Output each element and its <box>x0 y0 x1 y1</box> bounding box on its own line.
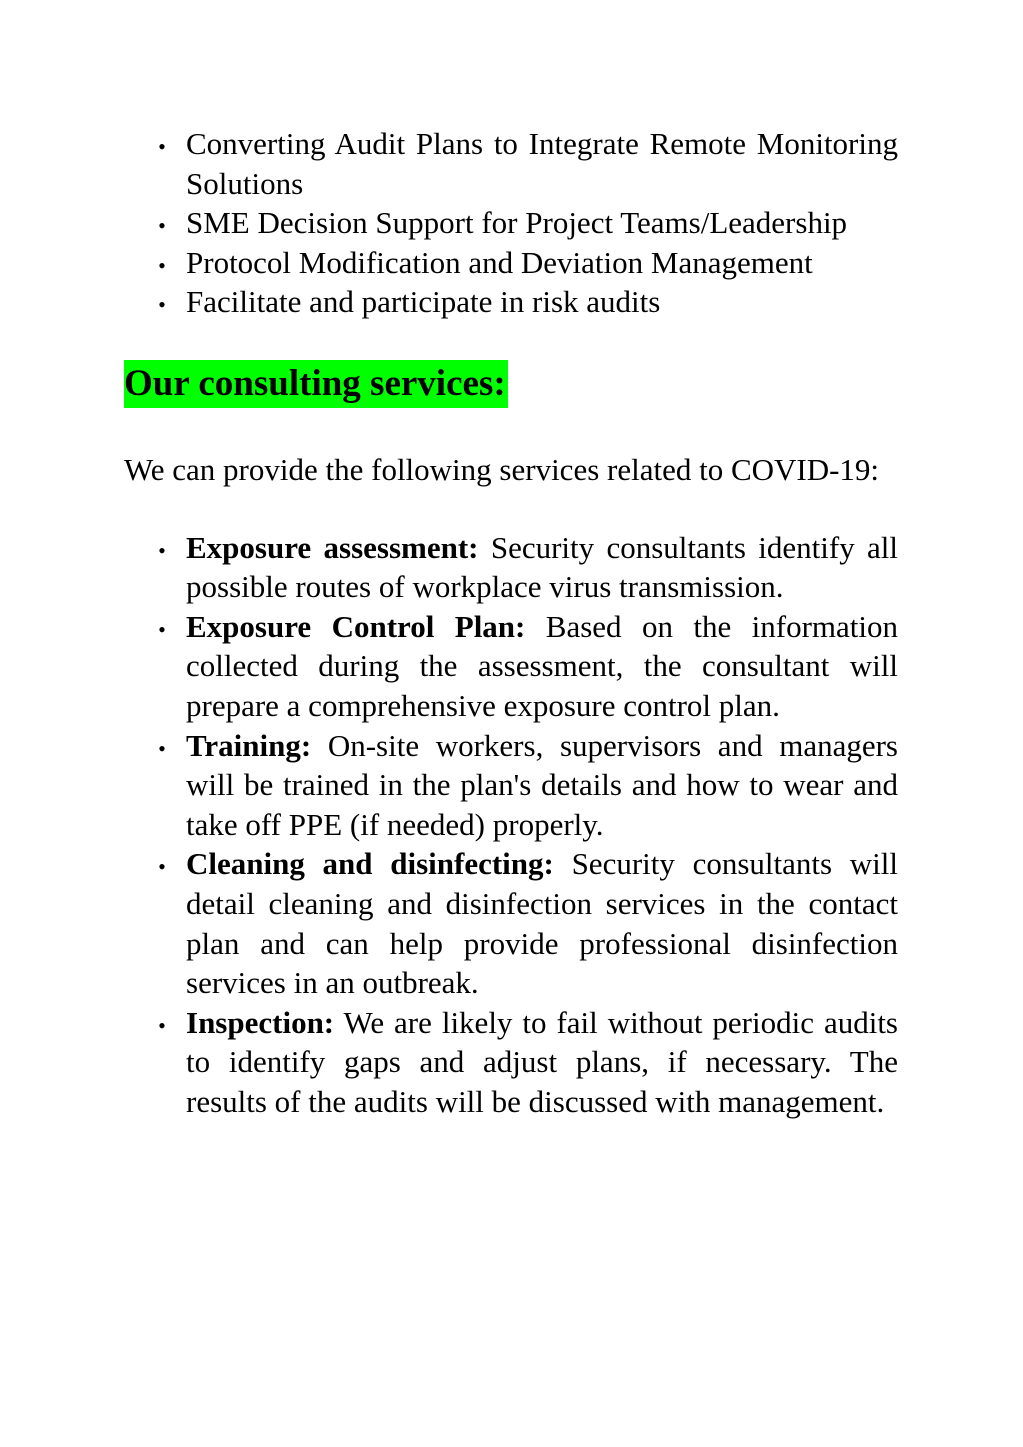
bullet-icon: • <box>158 616 166 642</box>
bullet-icon: • <box>158 735 166 761</box>
document-page <box>124 124 898 1121</box>
bullet-icon: • <box>158 292 166 318</box>
services-list <box>124 528 898 1122</box>
service-description: Based on the information collected during the assessment, the consultant will prepare a comprehensive exposure control plan. <box>186 608 898 723</box>
service-item <box>124 1003 898 1122</box>
section-heading: Our consulting services: <box>124 360 508 408</box>
list-item <box>124 282 898 322</box>
bullet-icon: • <box>158 1012 166 1038</box>
section-heading-wrap <box>124 360 898 410</box>
service-term: Cleaning and disinfecting: <box>186 846 554 882</box>
bullet-icon: • <box>158 252 166 278</box>
list-item-text: SME Decision Support for Project Teams/Leadership <box>186 205 848 241</box>
service-item <box>124 726 898 845</box>
bullet-icon: • <box>158 134 166 159</box>
service-description: We are likely to fail without periodic audits to identify gaps and adjust plans, if necessary. The results of the audits will be discussed with management. <box>186 1004 898 1119</box>
service-term: Exposure Control Plan: <box>186 608 526 644</box>
intro-paragraph: We can provide the following services related to COVID-19: <box>124 451 880 487</box>
service-description: Security consultants identify all possible routes of workplace virus transmission. <box>186 529 898 605</box>
bullet-icon: • <box>158 854 166 880</box>
service-term: Inspection: <box>186 1004 335 1040</box>
service-term: Exposure assessment: <box>186 529 479 565</box>
service-item <box>124 528 898 607</box>
list-item <box>124 243 898 283</box>
capabilities-list <box>124 124 898 322</box>
bullet-icon: • <box>158 537 166 563</box>
list-item-text: Protocol Modification and Deviation Management <box>186 244 813 280</box>
service-item <box>124 607 898 726</box>
list-item-text: Converting Audit Plans to Integrate Remote Monitoring Solutions <box>186 126 898 201</box>
service-description: On-site workers, supervisors and managers will be trained in the plan's details and how to wear and take off PPE (if needed) properly. <box>186 727 898 842</box>
bullet-icon: • <box>158 213 166 239</box>
list-item <box>124 124 898 203</box>
list-item <box>124 203 898 243</box>
service-term: Training: <box>186 727 312 763</box>
service-description: Security consultants will detail cleaning and disinfection services in the contact plan and can help provide professional disinfection services in an outbreak. <box>186 846 898 1001</box>
service-item <box>124 844 898 1002</box>
list-item-text: Facilitate and participate in risk audits <box>186 284 661 320</box>
